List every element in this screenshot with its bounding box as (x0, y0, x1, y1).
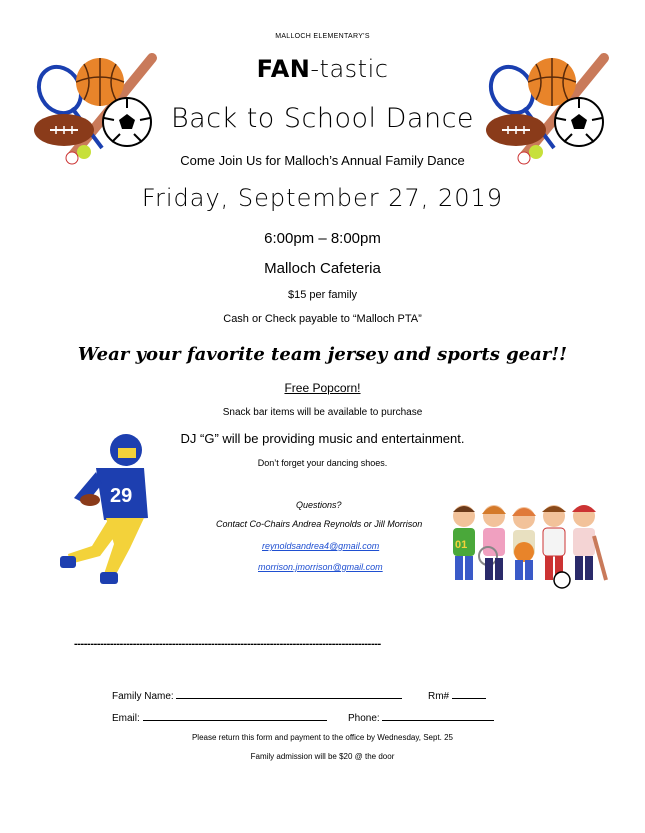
email-field[interactable] (143, 710, 327, 721)
cut-line-divider: ---------------------------------------------------------------------------------------------- (74, 638, 381, 650)
family-name-row (112, 688, 402, 702)
popcorn-callout (0, 381, 645, 395)
event-date: Friday, September 27, 2019 (141, 184, 504, 212)
popcorn-text: Free Popcorn! (284, 381, 361, 395)
room-field[interactable] (452, 688, 486, 699)
family-name-label: Family Name: (112, 691, 174, 702)
svg-text:01: 01 (455, 539, 468, 551)
return-note: Please return this form and payment to the office by Wednesday, Sept. 25 (191, 733, 454, 742)
dj-text: DJ “G” will be providing music and entertainment. (180, 431, 465, 446)
event-time: 6:00pm – 8:00pm (264, 230, 381, 247)
event-location: Malloch Cafeteria (264, 260, 381, 277)
room-label: Rm# (428, 691, 450, 702)
jersey-callout: Wear your favorite team jersey and sports gear!! (77, 344, 568, 365)
payment-info: Cash or Check payable to “Malloch PTA” (223, 313, 422, 325)
title-line-1 (0, 55, 645, 83)
football-player-clipart (56, 428, 156, 588)
email-link-reynolds[interactable]: reynoldsandrea4@gmail.com (262, 541, 380, 551)
co-chairs-text: Contact Co-Chairs Andrea Reynolds or Jill Morrison (216, 519, 423, 529)
phone-row (348, 710, 494, 724)
family-name-field[interactable] (176, 688, 402, 699)
school-name: MALLOCH ELEMENTARY'S (275, 33, 370, 40)
shoes-text: Don’t forget your dancing shoes. (257, 458, 388, 468)
kids-clipart (444, 496, 608, 592)
questions-label: Questions? (296, 500, 342, 510)
room-row (428, 688, 486, 702)
email-label: Email: (112, 713, 140, 724)
intro-text: Come Join Us for Malloch’s Annual Family Dance (180, 153, 465, 168)
email-link-morrison[interactable]: morrison.jmorrison@gmail.com (258, 562, 383, 572)
event-price: $15 per family (287, 289, 358, 301)
title-tastic: -tastic (310, 55, 389, 83)
phone-field[interactable] (382, 710, 494, 721)
title-fan: FAN (256, 55, 311, 83)
svg-text:29: 29 (110, 485, 133, 507)
snack-text: Snack bar items will be available to purchase (222, 407, 423, 418)
email-row (112, 710, 327, 724)
title-line-2: Back to School Dance (170, 103, 475, 134)
phone-label: Phone: (348, 713, 380, 724)
admission-note: Family admission will be $20 @ the door (250, 752, 395, 761)
